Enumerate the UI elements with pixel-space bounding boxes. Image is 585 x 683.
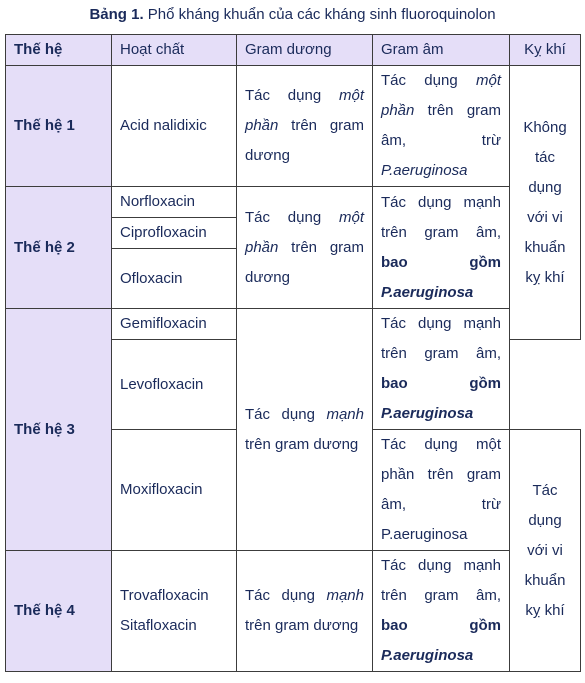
gram-positive-cell: Tác dụng mạnh trên gram dương xyxy=(237,309,373,551)
header-gram-positive: Gram dương xyxy=(237,35,373,66)
header-anaerobic: Kỵ khí xyxy=(510,35,581,66)
table-caption xyxy=(0,5,585,25)
drug-trovafloxacin: Trovafloxacin xyxy=(120,587,209,604)
header-active-ingredient: Hoạt chất xyxy=(112,35,237,66)
generation-3-cell: Thế hệ 3 xyxy=(6,309,112,551)
header-generation: Thế hệ xyxy=(6,35,112,66)
gram-negative-cell: Tác dụng mạnh trên gram âm, bao gồm P.aeruginosa xyxy=(373,551,510,672)
drug-cell: Ciprofloxacin xyxy=(112,218,237,249)
anaerobic-active-cell: Tác dụng với vi khuẩn kỵ khí xyxy=(510,430,581,672)
gram-negative-cell: Tác dụng mạnh trên gram âm, bao gồm P.aeruginosa xyxy=(373,309,510,430)
drug-cell: Acid nalidixic xyxy=(112,66,237,187)
drug-cell: Ofloxacin xyxy=(112,249,237,309)
gram-positive-cell: Tác dụng mạnh trên gram dương xyxy=(237,551,373,672)
table-row xyxy=(6,309,581,340)
generation-2-cell: Thế hệ 2 xyxy=(6,187,112,309)
fluoroquinolone-table xyxy=(5,34,581,672)
gram-negative-cell: Tác dụng một phần trên gram âm, trừ P.aeruginosa xyxy=(373,66,510,187)
gram-positive-cell: Tác dụng một phần trên gram dương xyxy=(237,66,373,187)
anaerobic-none-cell: Không tác dụng với vi khuẩn kỵ khí xyxy=(510,66,581,340)
drug-cell: Gemifloxacin xyxy=(112,309,237,340)
drug-cell: Moxifloxacin xyxy=(112,430,237,551)
table-row xyxy=(6,66,581,187)
table-row xyxy=(6,551,581,672)
generation-4-cell: Thế hệ 4 xyxy=(6,551,112,672)
table-row xyxy=(6,187,581,218)
caption-text: Phổ kháng khuẩn của các kháng sinh fluoroquinolon xyxy=(143,6,496,23)
drug-sitafloxacin: Sitafloxacin xyxy=(120,617,197,634)
caption-label: Bảng 1. xyxy=(89,6,144,23)
header-gram-negative: Gram âm xyxy=(373,35,510,66)
gram-negative-cell: Tác dụng mạnh trên gram âm, bao gồm P.aeruginosa xyxy=(373,187,510,309)
drug-cell: Levofloxacin xyxy=(112,340,237,430)
header-row xyxy=(6,35,581,66)
gram-negative-cell: Tác dụng một phần trên gram âm, trừ P.aeruginosa xyxy=(373,430,510,551)
drug-cell xyxy=(112,551,237,672)
generation-1-cell: Thế hệ 1 xyxy=(6,66,112,187)
drug-cell: Norfloxacin xyxy=(112,187,237,218)
gram-positive-cell: Tác dụng một phần trên gram dương xyxy=(237,187,373,309)
